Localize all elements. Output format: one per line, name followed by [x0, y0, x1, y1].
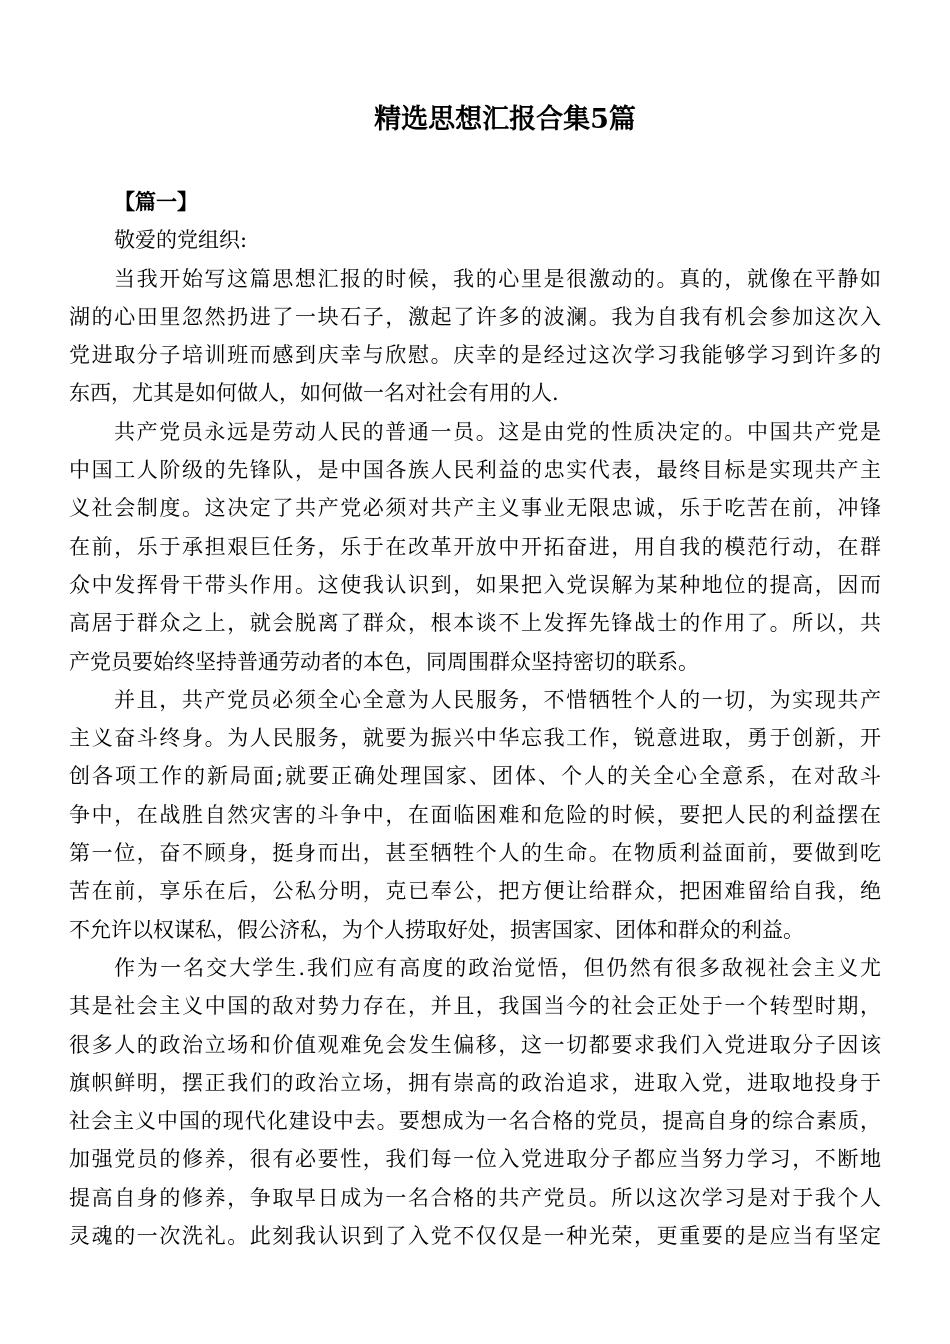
text-line: 作为一名交大学生.我们应有高度的政治觉悟，但仍然有很多敌视社会主义尤 [114, 955, 881, 980]
text-line: 义社会制度。这决定了共产党必须对共产主义事业无限忠诚，乐于吃苦在前，冲锋 [69, 496, 881, 521]
text-line: 不允许以权谋私，假公济私，为个人捞取好处，损害国家、团体和群众的利益。 [69, 917, 804, 942]
text-line: 主义奋斗终身。为人民服务，就要为振兴中华忘我工作，锐意进取，勇于创新，开 [69, 726, 881, 751]
text-line: 争中，在战胜自然灾害的斗争中，在面临困难和危险的时候，要把人民的利益摆在 [69, 802, 881, 827]
text-line: 创各项工作的新局面;就要正确处理国家、团体、个人的关全心全意系，在对敌斗 [69, 764, 881, 789]
text-line: 【篇一】 [114, 189, 198, 214]
text-line: 灵魂的一次洗礼。此刻我认识到了入党不仅仅是一种光荣，更重要的是应当有坚定 [69, 1224, 881, 1249]
text-line: 当我开始写这篇思想汇报的时候，我的心里是很激动的。真的，就像在平静如 [114, 266, 881, 291]
text-line: 众中发挥骨干带头作用。这使我认识到，如果把入党误解为某种地位的提高，因而 [69, 572, 881, 597]
text-line: 东西，尤其是如何做人，如何做一名对社会有用的人. [69, 381, 559, 406]
text-line: 在前，乐于承担艰巨任务，乐于在改革开放中开拓奋进，用自我的模范行动，在群 [69, 534, 881, 559]
text-line: 敬爱的党组织: [114, 228, 248, 253]
text-line: 社会主义中国的现代化建设中去。要想成为一名合格的党员，提高自身的综合素质， [69, 1109, 881, 1134]
text-line: 加强党员的修养，很有必要性，我们每一位入党进取分子都应当努力学习，不断地 [69, 1147, 881, 1172]
text-line: 苦在前，享乐在后，公私分明，克已奉公，把方便让给群众，把困难留给自我，绝 [69, 879, 881, 904]
text-line: 共产党员永远是劳动人民的普通一员。这是由党的性质决定的。中国共产党是 [114, 419, 881, 444]
text-line: 其是社会主义中国的敌对势力存在，并且，我国当今的社会正处于一个转型时期， [69, 994, 881, 1019]
document-title: 精选思想汇报合集5篇 [374, 104, 636, 135]
document-body [69, 183, 881, 1255]
text-line: 党进取分子培训班而感到庆幸与欣慰。庆幸的是经过这次学习我能够学习到许多的 [69, 343, 881, 368]
text-line: 高居于群众之上，就会脱离了群众，根本谈不上发挥先锋战士的作用了。所以，共 [69, 611, 881, 636]
text-line: 旗帜鲜明，摆正我们的政治立场，拥有崇高的政治追求，进取入党，进取地投身于 [69, 1070, 881, 1095]
text-line: 产党员要始终坚持普通劳动者的本色，同周围群众坚持密切的联系。 [69, 649, 699, 674]
text-line: 并且，共产党员必须全心全意为人民服务，不惜牺牲个人的一切，为实现共产 [114, 687, 881, 712]
text-line: 湖的心田里忽然扔进了一块石子，激起了许多的波澜。我为自我有机会参加这次入 [69, 304, 881, 329]
text-line: 提高自身的修养，争取早日成为一名合格的共产党员。所以这次学习是对于我个人 [69, 1185, 881, 1210]
text-line: 第一位，奋不顾身，挺身而出，甚至牺牲个人的生命。在物质利益面前，要做到吃 [69, 841, 881, 866]
text-line: 中国工人阶级的先锋队，是中国各族人民利益的忠实代表，最终目标是实现共产主 [69, 458, 881, 483]
text-line: 很多人的政治立场和价值观难免会发生偏移，这一切都要求我们入党进取分子因该 [69, 1032, 881, 1057]
